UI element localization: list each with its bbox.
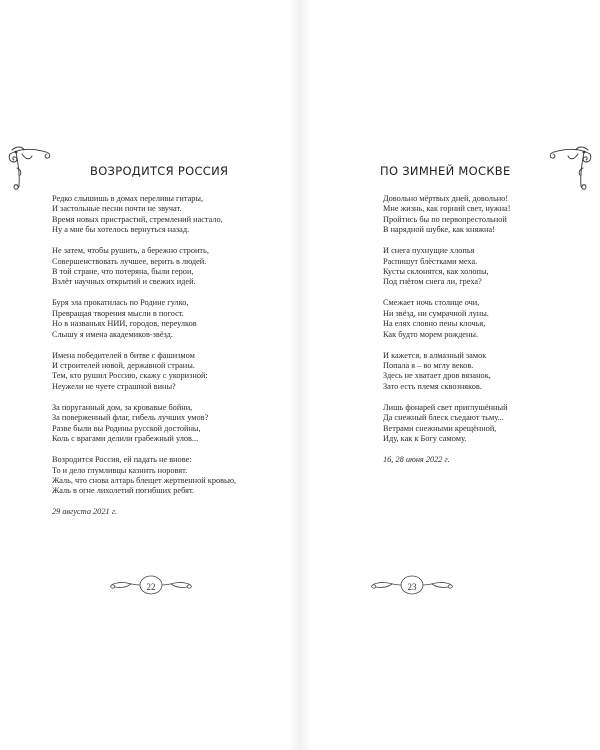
stanza <box>383 298 510 340</box>
stanza <box>383 194 510 236</box>
poem-line: Коль с врагами делили грабежный улов... <box>52 434 199 444</box>
poem-line: Как будто морем рождены. <box>383 329 479 339</box>
poem-line: Иду, как к Богу самому. <box>383 434 467 444</box>
poem-line: Не затем, чтобы рушить, а бережно строить, <box>52 246 209 256</box>
page-number-ornament <box>362 573 462 601</box>
poem-text <box>52 194 236 518</box>
poem-line: Да снежный блеск съедают тьму... <box>383 413 504 423</box>
poem-line: Ни звёзд, ни сумрачной луны. <box>383 308 489 318</box>
poem-line: Распишут блёстками меха. <box>383 256 478 266</box>
stanza <box>383 351 510 393</box>
left-corner-ornament-icon <box>6 142 54 192</box>
poem-line: И строителей новой, державной страны. <box>52 361 195 371</box>
stanza <box>52 246 236 288</box>
page-number: 22 <box>146 582 156 592</box>
poem-line: Время новых пристрастий, стремлений настало, <box>52 214 223 224</box>
stanza <box>383 246 510 288</box>
poem-line: Довольно мёртвых дней, довольно! <box>383 194 509 203</box>
poem-line: На елях словно пены клочья, <box>383 319 486 329</box>
poem-line: И кажется, в алмазный замок <box>383 350 487 360</box>
poem-line: Попала я – во мглу веков. <box>383 361 474 371</box>
poem-line: Жаль в огне лихолетий погибших ребят. <box>52 486 195 496</box>
poem-line: Мне жизнь, как горний свет, нужна! <box>383 204 511 214</box>
poem-line: И застольные песни почти не звучат. <box>52 204 182 214</box>
poem-line: Разве были вы Родины русской достойны, <box>52 423 201 433</box>
poem-line: Возродится Россия, ей падать не внове: <box>52 455 192 465</box>
poem-line: Ветрами снежными крещённой, <box>383 423 497 433</box>
poem-date: 29 августа 2021 г. <box>52 507 117 517</box>
stanza <box>52 298 236 340</box>
poem-line: Слышу я имена академиков-звёзд. <box>52 329 173 339</box>
page-number-ornament <box>101 573 201 601</box>
poem-line: В нарядной шубке, как княжна! <box>383 225 495 235</box>
poem-line: Пройтись бы по первопрестольной <box>383 214 507 224</box>
stanza <box>52 194 236 236</box>
poem-title: ПО ЗИМНЕЙ МОСКВЕ <box>380 164 511 178</box>
stanza <box>52 455 236 497</box>
poem-line: Редко слышишь в домах переливы гитары, <box>52 194 204 203</box>
poem-line: Но в названьях НИИ, городов, переулков <box>52 319 197 329</box>
poem-line: Имена победителей в битве с фашизмом <box>52 350 195 360</box>
poem-line: Взлёт научных открытий и свежих идей. <box>52 277 196 287</box>
stanza <box>52 351 236 393</box>
stanza <box>383 403 510 445</box>
page-number: 23 <box>407 582 417 592</box>
poem-line: Буря зла прокатилась по Родине гулко, <box>52 298 189 308</box>
poem-title: ВОЗРОДИТСЯ РОССИЯ <box>90 164 229 178</box>
poem-line: За поверженный флаг, гибель лучших умов? <box>52 413 209 423</box>
poem-line: Здесь не хватает дров вязанок, <box>383 371 491 381</box>
poem-line: Кусты склонятся, как холопы, <box>383 267 489 277</box>
poem-line: В той стране, что потеряна, были герои, <box>52 267 194 277</box>
poem-line: Неужели не чуете страшной вины? <box>52 381 176 391</box>
poem-line: Лишь фонарей свет приглушённый <box>383 402 508 412</box>
poem-line: Смежает ночь столице очи, <box>383 298 480 308</box>
stanza <box>52 403 236 445</box>
poem-line: И снега пухнущие хлопья <box>383 246 475 256</box>
poem-line: Жаль, что снова алтарь блещет жертвенной кровью, <box>52 475 237 485</box>
right-corner-ornament-icon <box>546 142 594 192</box>
right-page <box>300 0 600 750</box>
poem-line: Под гнётом снега ли, греха? <box>383 277 482 287</box>
poem-line: Зато есть племя сквозняков. <box>383 381 482 391</box>
poem-line: Превращая творения мысли в погост. <box>52 308 184 318</box>
poem-text <box>383 194 510 466</box>
poem-line: Тем, кто рушил Россию, скажу с укоризной: <box>52 371 208 381</box>
poem-line: Ну а мне бы хотелось вернуться назад. <box>52 225 190 235</box>
poem-line: За поруганный дом, за кровавые бойни, <box>52 402 193 412</box>
poem-date: 16, 28 июня 2022 г. <box>383 455 450 465</box>
poem-line: Совершенствовать лучшее, верить в людей. <box>52 256 207 266</box>
poem-line: То и дело глумливцы казнить норовят. <box>52 465 188 475</box>
